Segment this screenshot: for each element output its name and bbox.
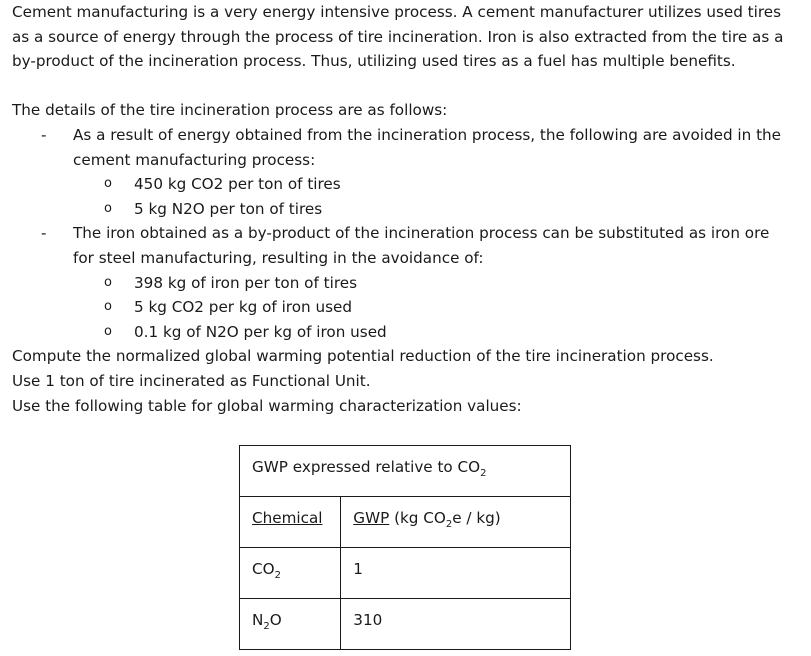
chemical-cell [240,548,341,599]
question-text: Compute the normalized global warming potential reduction of the tire incineration process. [12,347,714,366]
intro-paragraph: Cement manufacturing is a very energy intensive process. A cement manufacturer utilizes used tires as a source of energy through the process of tire incineration. Iron is also extracted from the tire as a by-product of the incineration process. Thus, utilizing used tires as a fuel has multiple benefits. [12,3,784,71]
sub-bullet-text: 5 kg CO2 per kg of iron used [134,298,352,317]
gwp-value-cell: 310 [341,599,571,650]
sub-bullet-n2o-per-iron [12,320,802,345]
sub-bullet-text: 450 kg CO2 per ton of tires [134,175,341,194]
dash-marker: - [41,125,47,144]
chemical-subscript: 2 [263,621,270,633]
table-row [240,548,571,599]
table-title-subscript: 2 [480,468,487,480]
sub-bullet-text: 398 kg of iron per ton of tires [134,273,357,292]
blank-line [12,74,802,99]
sub-bullet-co2-avoided [12,172,802,197]
gwp-header-cell [341,497,571,548]
gwp-header-unit: (kg CO [389,509,446,527]
chemical-name: CO [252,560,275,578]
chemical-name-end: O [269,611,282,629]
gwp-header-abbrev: GWP [353,509,390,527]
table-title-row [240,446,571,497]
chemical-header: Chemical [252,509,323,527]
sub-bullet-iron-per-ton [12,271,802,296]
functional-unit-text: Use 1 ton of tire incinerated as Functional Unit. [12,371,371,390]
bullet-iron-substitution [12,221,791,270]
gwp-table [239,445,571,650]
chemical-cell [240,599,341,650]
circle-marker: o [104,274,112,290]
table-title-text: GWP expressed relative to CO [252,458,481,476]
sub-bullet-n2o-avoided [12,197,802,222]
bullet-energy-avoided [12,123,791,172]
chemical-subscript: 2 [274,570,281,582]
sub-bullet-co2-per-iron [12,295,802,320]
circle-marker: o [104,200,112,216]
gwp-header-subscript: 2 [445,519,453,531]
chemical-header-cell [240,497,341,548]
circle-marker: o [104,299,112,315]
details-heading: The details of the tire incineration process are as follows: [12,101,448,120]
dash-marker: - [41,224,47,243]
circle-marker: o [104,176,112,192]
circle-marker: o [104,323,112,339]
gwp-value-cell: 1 [341,548,571,599]
table-header-row [240,497,571,548]
chemical-name: N [252,611,264,629]
table-intro-text: Use the following table for global warming characterization values: [12,396,522,415]
bullet-text: As a result of energy obtained from the incineration process, the following are avoided in the cement manufacturing process: [73,125,782,169]
gwp-header-unit-end: e / kg) [452,509,501,527]
sub-bullet-text: 0.1 kg of N2O per kg of iron used [134,322,387,341]
table-title-cell [240,446,571,497]
sub-bullet-text: 5 kg N2O per ton of tires [134,199,323,218]
bullet-text: The iron obtained as a by-product of the incineration process can be substituted as iron ore for steel manufacturing, resulting in the avoidance of: [73,224,770,267]
table-row [240,599,571,650]
document-body [12,0,802,418]
